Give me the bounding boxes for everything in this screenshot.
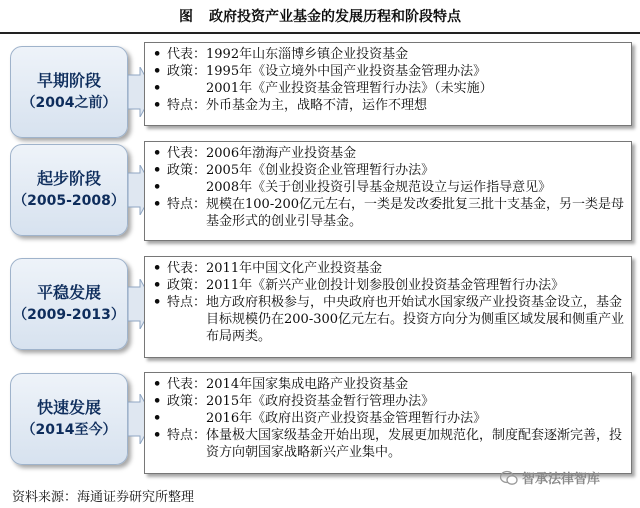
bullet-icon: • bbox=[153, 81, 162, 96]
watermark-text: 智承法律智库 bbox=[522, 472, 601, 487]
stage-period: （2004之前） bbox=[21, 95, 117, 111]
row-key: 代表： bbox=[167, 377, 207, 392]
row-key bbox=[167, 410, 206, 427]
panel-row bbox=[153, 427, 625, 461]
row-key: 特点： bbox=[167, 428, 207, 443]
row-key: 政策： bbox=[167, 394, 207, 409]
row-value: 2016年《政府出资产业投资基金管理暂行办法》 bbox=[206, 411, 487, 426]
source-note: 资料来源：海通证券研究所整理 bbox=[12, 490, 195, 505]
figure-title: 政府投资产业基金的发展历程和阶段特点 bbox=[209, 9, 461, 25]
row-key: 政策： bbox=[167, 278, 207, 293]
row-value: 外币基金为主，战略不清，运作不理想 bbox=[206, 98, 428, 113]
row-key: 代表： bbox=[167, 47, 207, 62]
row-key: 特点： bbox=[167, 295, 207, 310]
panel-row bbox=[153, 410, 625, 427]
bullet-icon: • bbox=[153, 377, 162, 392]
bullet-icon: • bbox=[153, 47, 162, 62]
bullet-icon: • bbox=[153, 64, 162, 79]
panel-row bbox=[153, 196, 625, 230]
stage-period: （2005-2008） bbox=[13, 193, 125, 209]
stage-panel-startup bbox=[144, 141, 632, 241]
panel-row bbox=[153, 277, 625, 294]
stage-box-startup bbox=[10, 144, 128, 236]
stage-box-stable bbox=[10, 258, 128, 350]
chat-bubble-icon bbox=[500, 470, 518, 486]
row-value: 2008年《关于创业投资引导基金规范设立与运作指导意见》 bbox=[206, 180, 552, 195]
row-key bbox=[167, 179, 206, 196]
row-value: 1992年山东淄博乡镇企业投资基金 bbox=[206, 47, 409, 62]
panel-row bbox=[153, 97, 625, 114]
row-value: 1995年《设立境外中国产业投资基金管理办法》 bbox=[206, 64, 487, 79]
stage-panel-early bbox=[144, 42, 632, 126]
stage-panel-stable bbox=[144, 256, 632, 358]
panel-row bbox=[153, 393, 625, 410]
row-key: 特点： bbox=[167, 197, 207, 212]
stage-period: （2014至今） bbox=[21, 422, 117, 438]
bullet-icon: • bbox=[153, 180, 162, 195]
row-value: 体量极大国家级基金开始出现，发展更加规范化，制度配套逐渐完善，投资方向朝国家战略新兴产业集中。 bbox=[206, 428, 623, 460]
watermark bbox=[500, 468, 600, 487]
row-value: 2005年《创业投资企业管理暂行办法》 bbox=[206, 163, 435, 178]
row-key: 代表： bbox=[167, 146, 207, 161]
bullet-icon: • bbox=[153, 261, 162, 276]
panel-row bbox=[153, 294, 625, 345]
bullet-icon: • bbox=[153, 394, 162, 409]
bullet-icon: • bbox=[153, 295, 162, 310]
panel-row bbox=[153, 260, 625, 277]
stage-name: 起步阶段 bbox=[36, 169, 101, 188]
row-value: 2011年中国文化产业投资基金 bbox=[206, 261, 383, 276]
bullet-icon: • bbox=[153, 98, 162, 113]
row-key bbox=[167, 80, 206, 97]
figure-label: 图 bbox=[179, 9, 193, 25]
row-key: 政策： bbox=[167, 163, 207, 178]
stage-box-rapid bbox=[10, 373, 128, 465]
stage-name: 平稳发展 bbox=[36, 283, 101, 302]
figure-header bbox=[0, 0, 640, 34]
row-value: 2015年《政府投资基金暂行管理办法》 bbox=[206, 394, 435, 409]
row-key: 政策： bbox=[167, 64, 207, 79]
panel-row bbox=[153, 145, 625, 162]
bullet-icon: • bbox=[153, 197, 162, 212]
row-key: 代表： bbox=[167, 261, 207, 276]
row-value: 规模在100-200亿元左右，一类是发改委批复三批十支基金，另一类是母基金形式的创业引导基金。 bbox=[206, 197, 625, 229]
stage-panel-rapid bbox=[144, 372, 632, 474]
bullet-icon: • bbox=[153, 428, 162, 443]
row-value: 地方政府积极参与，中央政府也开始试水国家级产业投资基金设立，基金目标规模仍在200-300亿元左右。投资方向分为侧重区域发展和侧重产业布局两类。 bbox=[206, 295, 625, 344]
row-value: 2014年国家集成电路产业投资基金 bbox=[206, 377, 409, 392]
panel-row bbox=[153, 179, 625, 196]
stage-box-early bbox=[10, 46, 128, 138]
stage-period: （2009-2013） bbox=[13, 307, 125, 323]
bullet-icon: • bbox=[153, 163, 162, 178]
panel-row bbox=[153, 376, 625, 393]
stage-name: 早期阶段 bbox=[36, 71, 101, 90]
panel-row bbox=[153, 80, 625, 97]
bullet-icon: • bbox=[153, 278, 162, 293]
bullet-icon: • bbox=[153, 146, 162, 161]
row-value: 2011年《新兴产业创投计划参股创业投资基金管理暂行办法》 bbox=[206, 278, 565, 293]
stage-name: 快速发展 bbox=[36, 398, 101, 417]
row-value: 2006年渤海产业投资基金 bbox=[206, 146, 357, 161]
bullet-icon: • bbox=[153, 411, 162, 426]
panel-row bbox=[153, 162, 625, 179]
row-value: 2001年《产业投资基金管理暂行办法》（未实施） bbox=[206, 81, 493, 96]
row-key: 特点： bbox=[167, 98, 207, 113]
panel-row bbox=[153, 46, 625, 63]
panel-row bbox=[153, 63, 625, 80]
